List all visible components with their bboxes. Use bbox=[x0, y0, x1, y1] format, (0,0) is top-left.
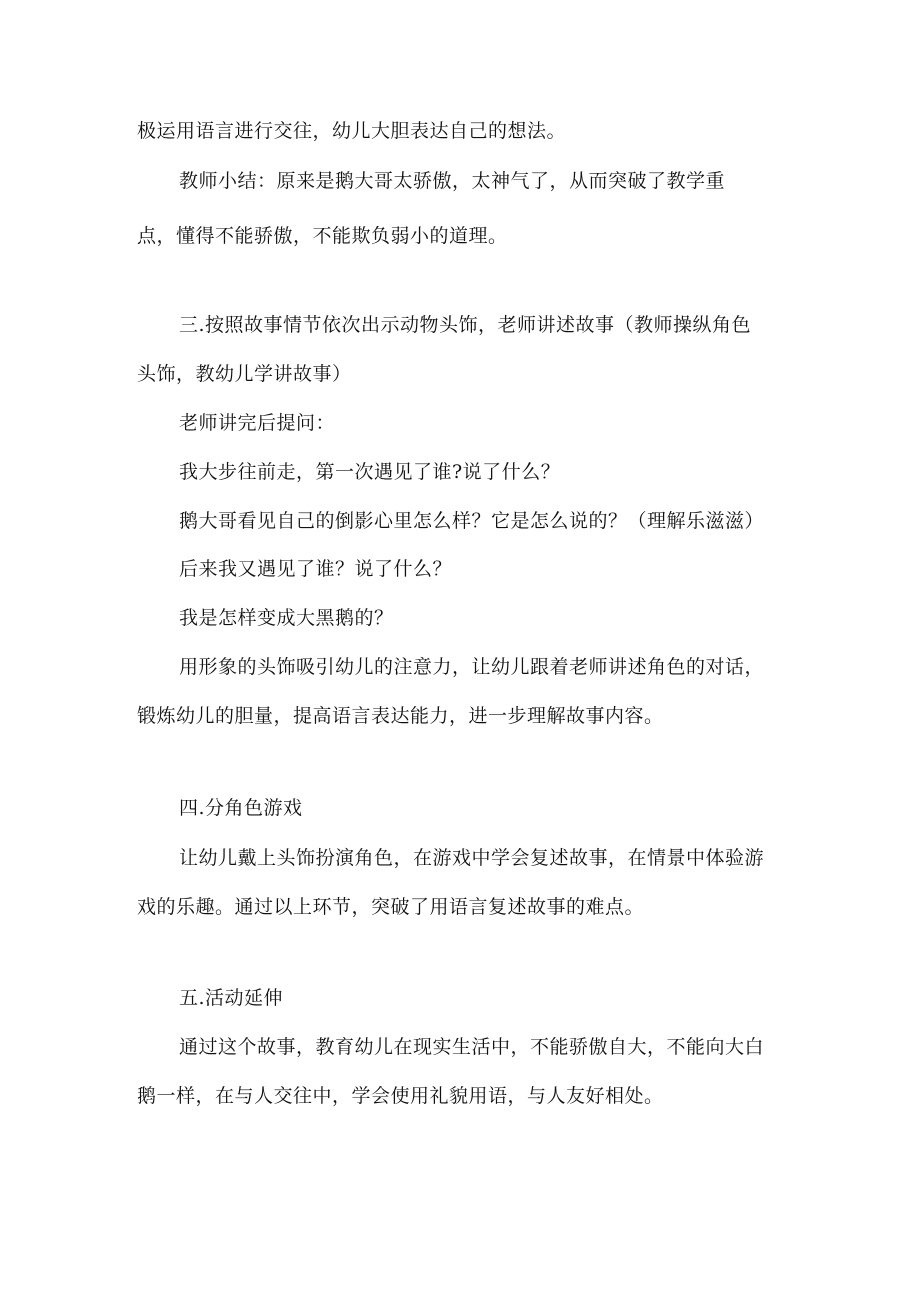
paragraph-line: 鹅一样，在与人交往中，学会使用礼貌用语，与人友好相处。 bbox=[137, 1085, 664, 1107]
paragraph-line: 戏的乐趣。通过以上环节，突破了用语言复述故事的难点。 bbox=[137, 896, 645, 918]
section-four-heading: 四.分角色游戏 bbox=[179, 797, 303, 819]
question-intro-line: 老师讲完后提问： bbox=[179, 412, 336, 434]
section-five-heading: 五.活动延伸 bbox=[179, 987, 284, 1009]
question-line: 我是怎样变成大黑鹅的？ bbox=[179, 607, 394, 629]
paragraph-line: 头饰，教幼儿学讲故事） bbox=[137, 363, 352, 385]
paragraph-line: 让幼儿戴上头饰扮演角色，在游戏中学会复述故事，在情景中体验游 bbox=[179, 847, 765, 869]
question-line: 后来我又遇见了谁？说了什么？ bbox=[179, 558, 453, 580]
paragraph-line: 极运用语言进行交往，幼儿大胆表达自己的想法。 bbox=[137, 120, 567, 142]
question-line: 鹅大哥看见自己的倒影心里怎么样？它是怎么说的？（理解乐滋滋） bbox=[179, 510, 765, 532]
teacher-summary-line: 教师小结：原来是鹅大哥太骄傲，太神气了，从而突破了教学重 bbox=[179, 170, 726, 192]
section-three-heading: 三.按照故事情节依次出示动物头饰，老师讲述故事（教师操纵角色 bbox=[179, 314, 752, 336]
question-line: 我大步往前走，第一次遇见了谁?说了什么？ bbox=[179, 461, 561, 483]
paragraph-line: 锻炼幼儿的胆量，提高语言表达能力，进一步理解故事内容。 bbox=[137, 705, 664, 727]
paragraph-line: 通过这个故事，教育幼儿在现实生活中，不能骄傲自大，不能向大白 bbox=[179, 1036, 765, 1058]
paragraph-line: 用形象的头饰吸引幼儿的注意力，让幼儿跟着老师讲述角色的对话， bbox=[179, 656, 765, 678]
paragraph-line: 点，懂得不能骄傲，不能欺负弱小的道理。 bbox=[137, 225, 508, 247]
